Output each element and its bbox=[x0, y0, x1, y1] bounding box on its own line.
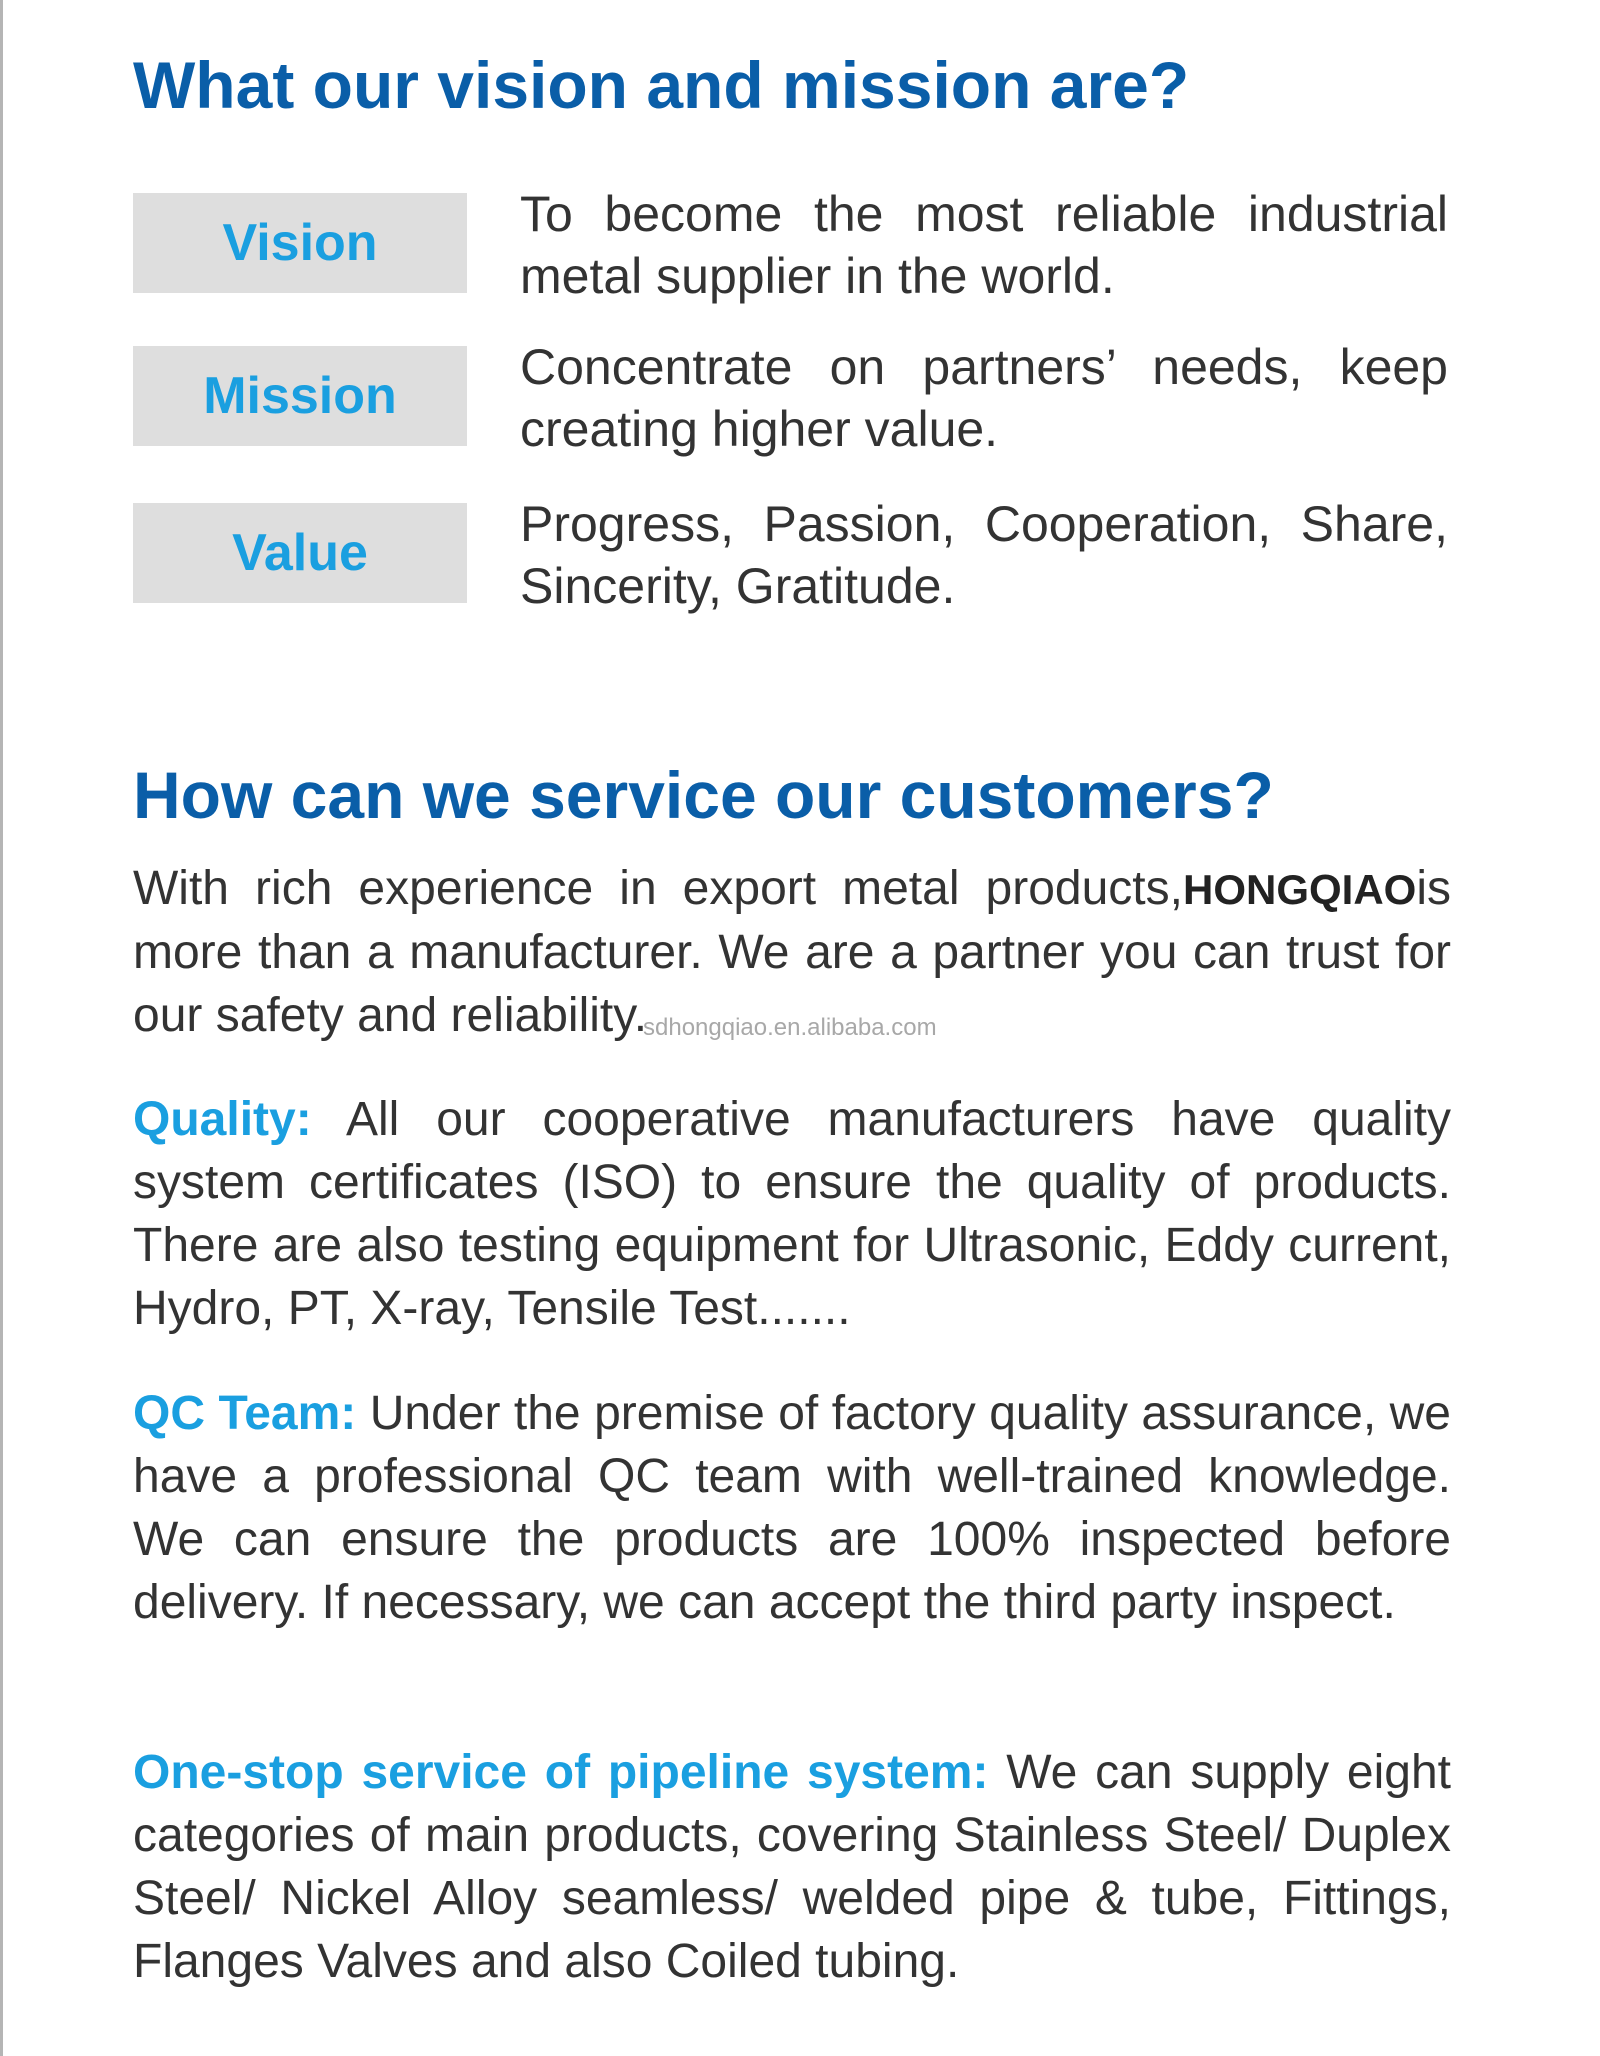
intro-text-after-brand: is more than a manufacturer. We are a partner you can trust for our safety and reliability. bbox=[133, 862, 1451, 1042]
page-left-border bbox=[0, 0, 3, 2056]
quality-text: All our cooperative manufacturers have quality system certificates (ISO) to ensure the quality of products. There are also testing equipment for Ultrasonic, Eddy current, Hydro, PT, X-ray, Tensile Test....... bbox=[133, 1093, 1452, 1335]
value-label: Value bbox=[133, 503, 467, 603]
service-customers-heading: How can we service our customers? bbox=[133, 758, 1274, 832]
one-stop-text: We can supply eight categories of main products, covering Stainless Steel/ Duplex Steel/ Nickel Alloy seamless/ welded pipe & tube, Fittings, Flanges Valves and also Coiled tubing. bbox=[133, 1746, 1451, 1988]
value-text: Progress, Passion, Cooperation, Share, Sincerity, Gratitude. bbox=[520, 496, 1448, 614]
quality-paragraph bbox=[133, 1088, 1451, 1340]
vision-text: To become the most reliable industrial metal supplier in the world. bbox=[520, 186, 1448, 304]
qc-team-label: QC Team: bbox=[133, 1387, 357, 1440]
brand-name: HONGQIAO bbox=[1182, 866, 1417, 913]
value-row bbox=[133, 496, 1448, 633]
vision-mission-heading: What our vision and mission are? bbox=[133, 48, 1190, 122]
store-watermark: sdhongqiao.en.alibaba.com bbox=[643, 1014, 937, 1041]
vision-label: Vision bbox=[133, 193, 467, 293]
qc-team-text: Under the premise of factory quality assurance, we have a professional QC team with well-trained knowledge. We can ensure the products are 100% inspected before delivery. If necessary, we can accept the third party inspect. bbox=[133, 1387, 1451, 1629]
vision-row bbox=[133, 186, 1448, 323]
qc-team-paragraph bbox=[133, 1382, 1451, 1634]
mission-row bbox=[133, 339, 1448, 476]
intro-text-before-brand: With rich experience in export metal products, bbox=[133, 862, 1183, 915]
one-stop-paragraph bbox=[133, 1741, 1451, 1993]
mission-label: Mission bbox=[133, 346, 467, 446]
mission-text: Concentrate on partners’ needs, keep creating higher value. bbox=[520, 339, 1448, 457]
quality-label: Quality: bbox=[133, 1093, 312, 1146]
one-stop-label: One-stop service of pipeline system: bbox=[133, 1746, 989, 1799]
